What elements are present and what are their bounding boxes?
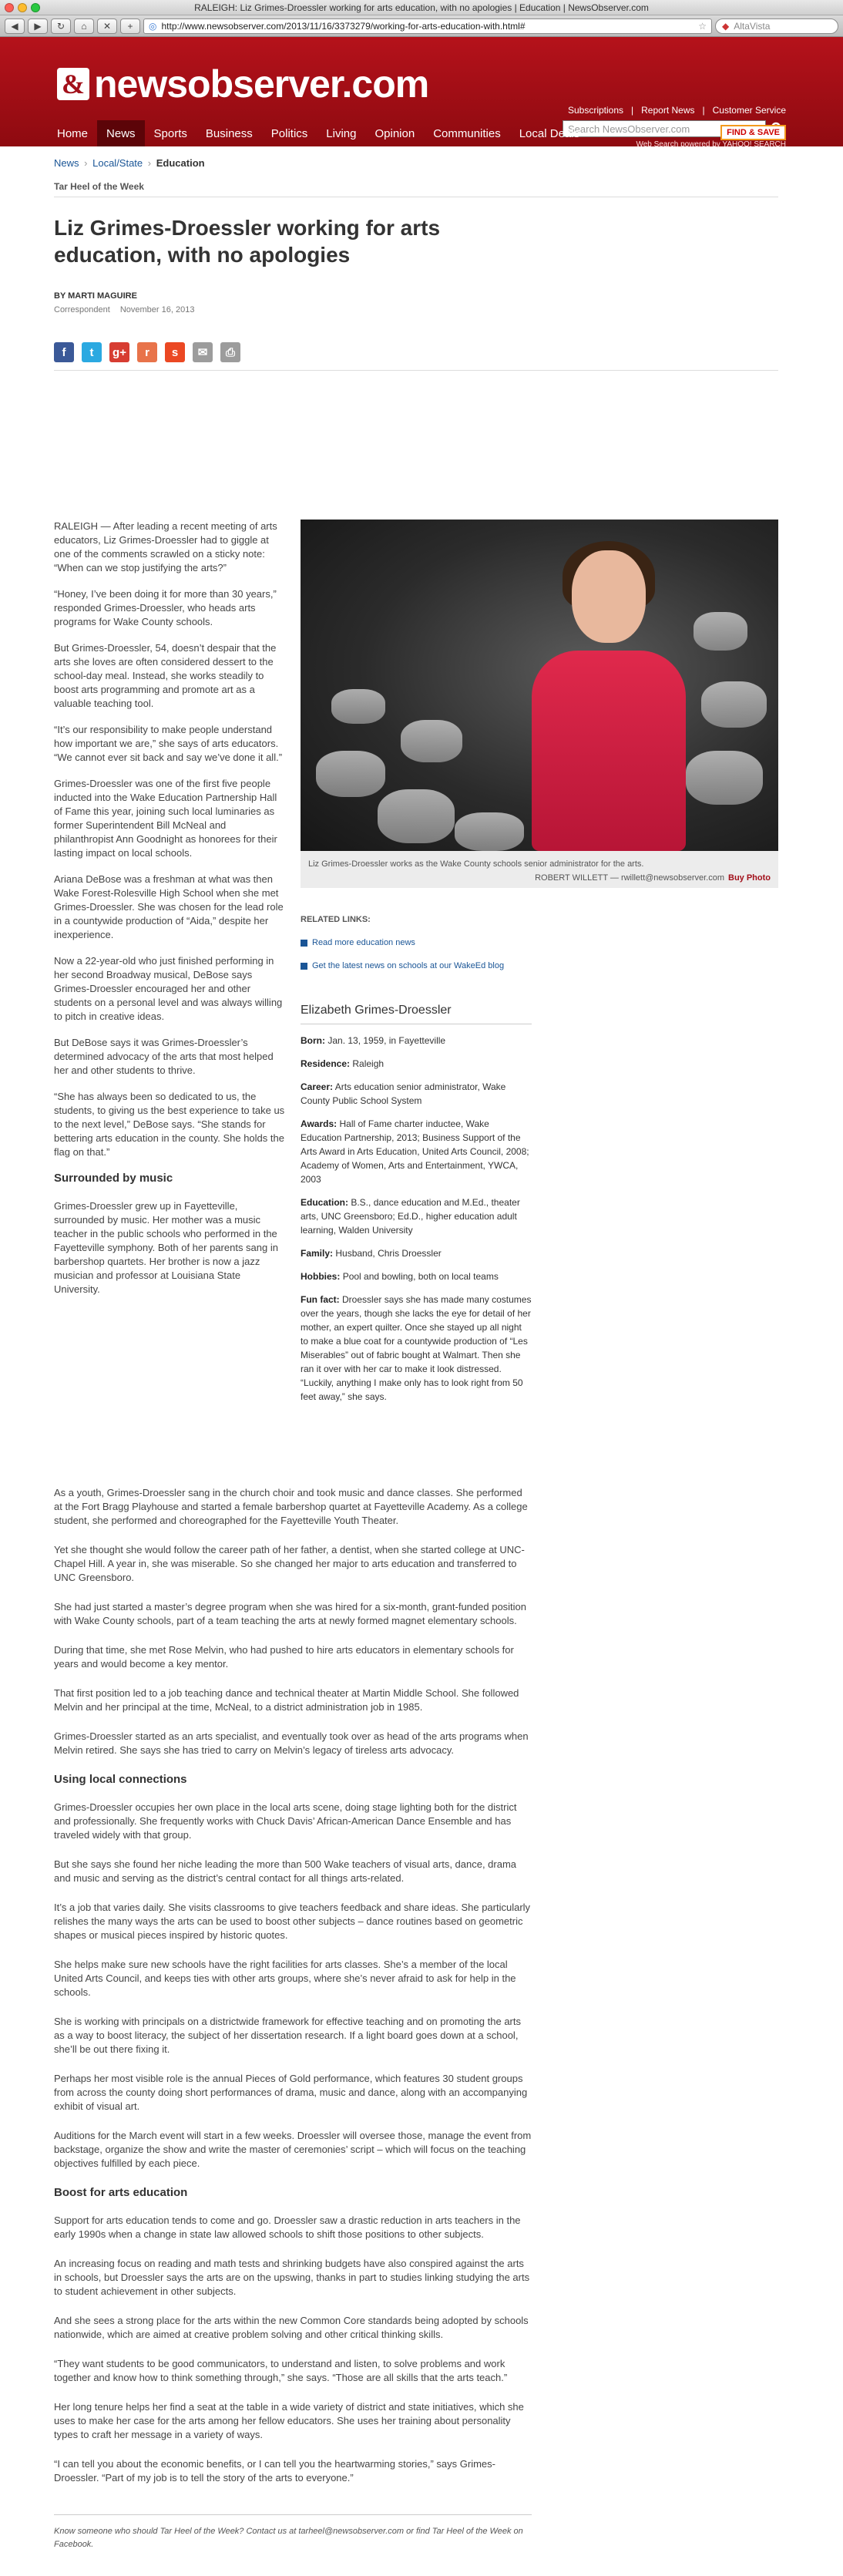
nav-sports[interactable]: Sports bbox=[153, 126, 187, 140]
back-button[interactable] bbox=[5, 18, 25, 34]
fact-box bbox=[301, 1004, 532, 1404]
home-button[interactable] bbox=[74, 18, 94, 34]
nav-opinion[interactable]: Opinion bbox=[374, 126, 415, 140]
subject-jacket bbox=[532, 651, 686, 851]
address-text: http://www.newsobserver.com/2013/11/16/3373279/working-for-arts-education-with.html# bbox=[161, 20, 526, 32]
section-heading: Boost for arts education bbox=[54, 2186, 188, 2199]
share-toolbar bbox=[54, 342, 778, 362]
article-byline: BY MARTI MAGUIRE bbox=[54, 291, 137, 301]
breadcrumb-news[interactable]: News bbox=[54, 157, 79, 169]
section-kicker: Tar Heel of the Week bbox=[54, 181, 144, 192]
facebook-icon[interactable]: f bbox=[54, 342, 74, 362]
breadcrumb-education[interactable]: Education bbox=[156, 157, 205, 169]
site-logo[interactable] bbox=[57, 62, 428, 106]
fact-text: Pool and bowling, both on local teams bbox=[342, 1271, 499, 1282]
fact-label: Fun fact: bbox=[301, 1294, 340, 1305]
browser-search-input[interactable] bbox=[715, 18, 838, 34]
fact-item bbox=[301, 1057, 532, 1071]
header-links bbox=[568, 105, 786, 116]
logo-text: newsobserver.com bbox=[94, 62, 429, 106]
minimize-window-button[interactable] bbox=[18, 3, 27, 12]
related-links bbox=[301, 913, 778, 973]
search-engine-icon: ◆ bbox=[722, 20, 730, 32]
article-paragraph: She had just started a master’s degree program when she was hired for a six-month, grant-funded position with Wake County schools, part of a team teaching the arts at newly formed magnet elementary schools. bbox=[54, 1601, 527, 1626]
auditorium-seat bbox=[455, 812, 524, 851]
nav-politics[interactable]: Politics bbox=[270, 126, 308, 140]
zoom-window-button[interactable] bbox=[31, 3, 40, 12]
article-paragraph: It’s a job that varies daily. She visits classrooms to give teachers feedback and share ideas. She particularly relishes the many ways the arts can be used to boost other subjects – dance routines based on geometric shapes or musical pieces inspired by historic quotes. bbox=[54, 1902, 531, 1941]
auditorium-seat bbox=[694, 612, 747, 651]
article-paragraph: Grimes-Droessler started as an arts specialist, and eventually took over as head of the arts programs when Melvin retired. She says she has tried to carry on Melvin’s legacy of tireless arts advocacy. bbox=[54, 1730, 529, 1756]
site-search-input[interactable]: Search NewsObserver.com bbox=[563, 120, 766, 137]
subscriptions-link[interactable]: Subscriptions bbox=[567, 105, 624, 116]
site-header bbox=[0, 37, 843, 149]
auditorium-seat bbox=[401, 720, 462, 762]
article-left-column bbox=[54, 520, 285, 1309]
fact-item bbox=[301, 1034, 532, 1048]
article-paragraph: Now a 22-year-old who just finished performing in her second Broadway musical, DeBose says Grimes-Droessler encouraged her and other students on a personal level and was always willing to pitch in creative ideas. bbox=[54, 955, 283, 1022]
section-heading: Surrounded by music bbox=[54, 1172, 173, 1185]
globe-icon: ◎ bbox=[149, 20, 157, 32]
article-paragraph: Grimes-Droessler grew up in Fayetteville, surrounded by music. Her mother was a music teacher in the public schools who performed in the Fayetteville symphony. Both of her parents sang in barbershop quartets. Her brother is now a jazz musician and professor at Louisiana State University. bbox=[54, 1200, 278, 1295]
article-paragraph: Grimes-Droessler occupies her own place in the local arts scene, doing stage lighting both for the district and professionally. She frequently works with Chuck Davis’ African-American Dance Ensemble and has traveled widely with that group. bbox=[54, 1801, 517, 1841]
related-links-title: RELATED LINKS: bbox=[301, 915, 371, 924]
reddit-icon[interactable]: r bbox=[137, 342, 157, 362]
email-icon[interactable]: ✉ bbox=[193, 342, 213, 362]
link-bullet-icon bbox=[301, 940, 307, 947]
addons-button[interactable] bbox=[120, 18, 140, 34]
reload-button[interactable] bbox=[51, 18, 71, 34]
article-paragraph: “They want students to be good communicators, to understand and listen, to solve problems and work together and know how to think something through,” she says. “Those are all skills that the arts teach.” bbox=[54, 2358, 508, 2383]
article-paragraph: As a youth, Grimes-Droessler sang in the church choir and took music and dance classes. She performed at the Fort Bragg Playhouse and started a female barbershop quartet at Fayetteville Academy. As a college student, she performed and choreographed for the Fayetteville Youth Theater. bbox=[54, 1487, 528, 1526]
nav-business[interactable]: Business bbox=[205, 126, 253, 140]
breadcrumb-local-state[interactable]: Local/State bbox=[92, 157, 143, 169]
article-paragraph: Auditions for the March event will start in a few weeks. Droessler will oversee those, manage the event from backstage, organize the show and write the master of ceremonies’ script – which will focus on the teaching objectives fulfilled by each piece. bbox=[54, 2130, 532, 2169]
fact-text: Jan. 13, 1959, in Fayetteville bbox=[327, 1035, 446, 1046]
article-paragraph: During that time, she met Rose Melvin, who had pushed to hire arts educators in elementary schools for years and would become a key mentor. bbox=[54, 1644, 514, 1670]
nav-communities[interactable]: Communities bbox=[433, 126, 501, 140]
byline-meta bbox=[54, 305, 778, 314]
article-paragraph: “It’s our responsibility to make people understand how important we are,” she says of arts educators. “We cannot ever sit back and say we’ve done it all.” bbox=[54, 724, 283, 763]
find-and-save-button[interactable]: FIND & SAVE bbox=[720, 125, 786, 140]
fact-item bbox=[301, 1270, 532, 1283]
article-paragraph: Her long tenure helps her find a seat at the table in a wide variety of district and state initiatives, which she uses to make her case for the arts among her fellow educators. She uses her training about personality types to craft her message in a variety of ways. bbox=[54, 2401, 524, 2440]
link-bullet-icon bbox=[301, 963, 307, 970]
fact-label: Family: bbox=[301, 1248, 334, 1259]
close-window-button[interactable] bbox=[5, 3, 14, 12]
article-paragraph: Grimes-Droessler was one of the first five people inducted into the Wake Education Partnership Hall of Fame this year, joining such local luminaries as former Superintendent Bill McNeal and philanthropist Ann Goodnight as honorees for their lasting impact on local schools. bbox=[54, 778, 277, 859]
window-titlebar bbox=[0, 0, 843, 15]
article-photo[interactable] bbox=[301, 520, 778, 851]
fact-label: Hobbies: bbox=[301, 1271, 341, 1282]
article-paragraph: Ariana DeBose was a freshman at what was then Wake Forest-Rolesville High School when she met Grimes-Droessler. She was chosen for the lead role in a countywide production of “Aida,” despite her inexperience. bbox=[54, 873, 284, 940]
nav-local-deals[interactable]: Local Deals bbox=[519, 126, 580, 140]
article-paragraph: She helps make sure new schools have the right facilities for arts classes. She’s a member of the local United Arts Council, and keeps ties with other arts groups, where she’s never afraid to ask for help in the schools. bbox=[54, 1959, 516, 1998]
print-icon[interactable]: ⎙ bbox=[220, 342, 240, 362]
customer-service-link[interactable]: Customer Service bbox=[712, 105, 786, 116]
related-link[interactable] bbox=[301, 936, 778, 950]
article-paragraph: Yet she thought she would follow the career path of her father, a dentist, when she started college at UNC-Chapel Hill. A year in, she was miserable. So she changed her major to arts education and transferred to UNC Greensboro. bbox=[54, 1544, 525, 1583]
stumbleupon-icon[interactable]: s bbox=[165, 342, 185, 362]
article-paragraph: And she sees a strong place for the arts within the new Common Core standards being adopted by schools nationwide, which are aimed at creative problem solving and other critical thinking skills. bbox=[54, 2315, 529, 2340]
browser-search-placeholder: AltaVista bbox=[734, 20, 771, 32]
forward-button[interactable] bbox=[28, 18, 48, 34]
fact-text: Raleigh bbox=[352, 1058, 385, 1069]
fact-item bbox=[301, 1196, 532, 1237]
subject-face bbox=[572, 550, 646, 643]
auditorium-seat bbox=[331, 689, 385, 724]
nav-home[interactable]: Home bbox=[57, 126, 89, 140]
window-controls bbox=[5, 3, 40, 12]
fact-item bbox=[301, 1117, 532, 1186]
article-paragraph: RALEIGH — After leading a recent meeting of arts educators, Liz Grimes-Droessler had to giggle at one of the comments scrawled on a sticky note: “When can we stop justifying the arts?” bbox=[54, 520, 277, 573]
browser-toolbar bbox=[0, 15, 843, 37]
breadcrumb-separator: › bbox=[147, 157, 152, 169]
main-content bbox=[54, 157, 778, 2484]
article-paragraph: But she says she found her niche leading the more than 500 Wake teachers of visual arts, dance, drama and music and serving as the district’s central contact for all things arts-related. bbox=[54, 1858, 517, 1884]
auditorium-seat bbox=[378, 789, 455, 843]
article-paragraph: But Grimes-Droessler, 54, doesn’t despair that the arts she loves are often considered dessert to the school-day meal. Instead, she works steadily to boost arts programming and promote art as a valuable teaching tool. bbox=[54, 642, 277, 709]
reload-icon: ↻ bbox=[56, 20, 65, 32]
article-paragraph: That first position led to a job teaching dance and technical theater at Martin Middle School. She followed Melvin and her principal at the time, McNeal, to a district administration job in 1985. bbox=[54, 1687, 519, 1713]
report-news-link[interactable]: Report News bbox=[641, 105, 695, 116]
forward-arrow-icon: ▶ bbox=[34, 20, 42, 32]
article-paragraph: “I can tell you about the economic benefits, or I can tell you the heartwarming stories,” says Grimes-Droessler. “Part of my job is to tell the story of the arts to everyone.” bbox=[54, 2458, 495, 2484]
nav-news[interactable]: News bbox=[97, 120, 145, 146]
fact-text: B.S., dance education and M.Ed., theater arts, UNC Greensboro; Ed.D., higher education adult learning, Walden University bbox=[301, 1197, 520, 1236]
fact-text: Arts education senior administrator, Wake County Public School System bbox=[301, 1081, 506, 1106]
fact-label: Residence: bbox=[301, 1058, 351, 1069]
twitter-icon[interactable]: t bbox=[82, 342, 102, 362]
fact-item bbox=[301, 1080, 532, 1108]
article-paragraph: Perhaps her most visible role is the annual Pieces of Gold performance, which features 30 student groups from across the county doing short performances of drama, music and dance, along with an accompanying exhibit of visual art. bbox=[54, 2073, 528, 2112]
fact-item bbox=[301, 1246, 532, 1260]
buy-photo-link[interactable]: Buy Photo bbox=[728, 873, 771, 883]
auditorium-seat bbox=[316, 751, 385, 797]
article-paragraph: But DeBose says it was Grimes-Droessler’s determined advocacy of the arts that most helped her and other students to thrive. bbox=[54, 1037, 274, 1076]
home-icon: ⌂ bbox=[81, 20, 87, 32]
main-nav bbox=[48, 120, 589, 146]
fact-text: Droessler says she has made many costumes over the years, though she lacks the eye for detail of her mother, an expert quilter. Once she stayed up all night to make a blue coat for a countywide production of “Les Miserables” out of fabric bought at Walmart. Then she ran it over with her car to make it look distressed. “Luckily, anything I make only has to look right from 50 feet away,” she says. bbox=[301, 1294, 532, 1402]
article-right-column bbox=[301, 520, 778, 1404]
fact-label: Awards: bbox=[301, 1118, 338, 1129]
photo-credit: ROBERT WILLETT — rwillett@newsobserver.com bbox=[535, 873, 724, 883]
article-paragraph: Support for arts education tends to come and go. Droessler saw a drastic reduction in arts teachers in the early 1990s when a change in state law allowed schools to shift those positions to other subjects. bbox=[54, 2214, 521, 2240]
footer-note: Know someone who should Tar Heel of the Week? Contact us at tarheel@newsobserver.com or find Tar Heel of the Week on Facebook. bbox=[54, 2527, 523, 2549]
bookmark-star-icon[interactable]: ☆ bbox=[698, 20, 707, 32]
photo-caption-text: Liz Grimes-Droessler works as the Wake County schools senior administrator for the arts. bbox=[308, 859, 644, 869]
photo-caption bbox=[301, 851, 778, 888]
article-paragraph: She is working with principals on a districtwide framework for effective teaching and on promoting the arts as a way to boost literacy, the subject of her dissertation research. If a light board goes down at a school, she’ll be out there fixing it. bbox=[54, 2016, 521, 2055]
header-link-separator: | bbox=[702, 105, 705, 116]
nav-living[interactable]: Living bbox=[326, 126, 357, 140]
fact-item bbox=[301, 1293, 532, 1404]
article-headline: Liz Grimes-Droessler working for arts education, with no apologies bbox=[54, 216, 441, 267]
puzzle-icon: + bbox=[127, 20, 133, 32]
fact-label: Born: bbox=[301, 1035, 325, 1046]
address-bar[interactable] bbox=[143, 18, 712, 34]
logo-ampersand: & bbox=[57, 68, 89, 100]
article-full-width bbox=[54, 1486, 532, 2500]
auditorium-seat bbox=[686, 751, 763, 805]
related-link-text[interactable]: Read more education news bbox=[312, 938, 415, 947]
search-powered-by: Web Search powered by YAHOO! SEARCH bbox=[636, 140, 786, 149]
related-link-text[interactable]: Get the latest news on schools at our WakeEd blog bbox=[312, 961, 505, 970]
back-arrow-icon: ◀ bbox=[11, 20, 18, 32]
fact-text: Hall of Fame charter inductee, Wake Education Partnership, 2013; Business Support of the Arts Award in Arts Education, United Arts Council, 2008; Academy of Women, Arts and Entertainment, YWCA, 2003 bbox=[301, 1118, 529, 1185]
article-paragraph: “Honey, I’ve been doing it for more than 30 years,” responded Grimes-Droessler, who heads arts programs for Wake County schools. bbox=[54, 588, 277, 627]
fact-label: Career: bbox=[301, 1081, 334, 1092]
article-paragraph: “She has always been so dedicated to us, the students, to giving us the best experience to take us to the next level,” DeBose says. “She stands for bettering arts education in the county. She holds the flag on that.” bbox=[54, 1091, 285, 1158]
author-role: Correspondent bbox=[54, 305, 110, 314]
share-divider bbox=[54, 370, 778, 371]
stop-icon: ✕ bbox=[102, 20, 112, 32]
fact-label: Education: bbox=[301, 1197, 348, 1208]
fact-box-title: Elizabeth Grimes-Droessler bbox=[301, 1004, 532, 1024]
window-title: RALEIGH: Liz Grimes-Droessler working for arts education, with no apologies | Education | NewsObserver.com bbox=[194, 2, 649, 13]
auditorium-seat bbox=[701, 681, 767, 728]
stop-button[interactable] bbox=[97, 18, 117, 34]
section-heading: Using local connections bbox=[54, 1773, 187, 1786]
fact-text: Husband, Chris Droessler bbox=[335, 1248, 442, 1259]
header-link-separator: | bbox=[631, 105, 634, 116]
breadcrumb bbox=[54, 157, 778, 169]
footer-divider bbox=[54, 2514, 532, 2515]
article-date: November 16, 2013 bbox=[119, 305, 195, 314]
google-plus-icon[interactable]: g+ bbox=[109, 342, 129, 362]
related-link[interactable] bbox=[301, 959, 778, 973]
breadcrumb-separator: › bbox=[84, 157, 88, 169]
article-paragraph: An increasing focus on reading and math tests and shrinking budgets have also conspired against the arts in schools, but Droessler says the arts are on the upswing, thanks in part to studies linking studying the arts to student achievement in other subjects. bbox=[54, 2258, 530, 2297]
